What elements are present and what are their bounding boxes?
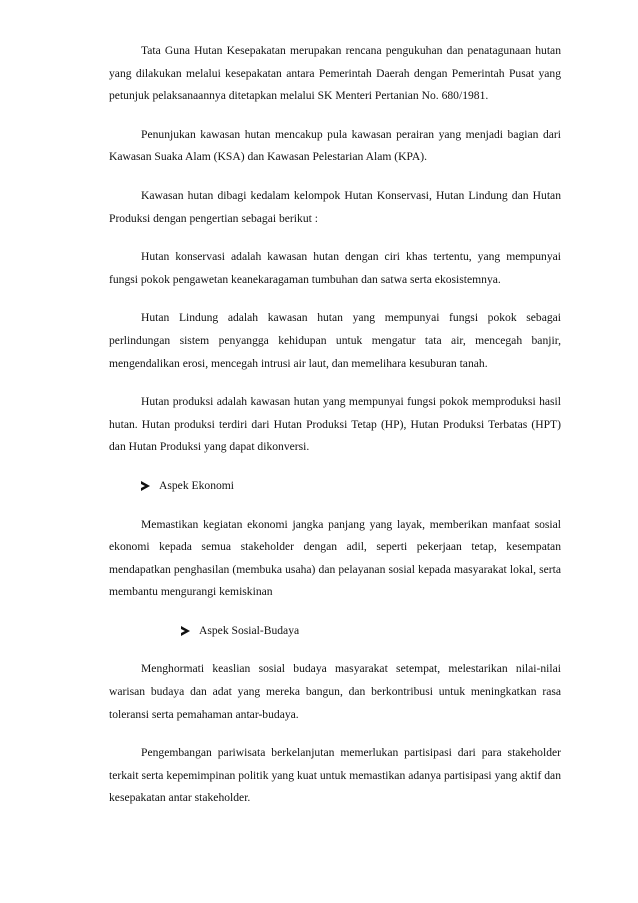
arrow-bullet-icon (141, 481, 150, 491)
document-page (109, 40, 561, 826)
paragraph-hutan-produksi: Hutan produksi adalah kawasan hutan yang mempunyai fungsi pokok memproduksi hasil hutan. Hutan produksi terdiri dari Hutan Produksi Tetap (HP), Hutan Produksi Terbatas (HPT) dan Hutan Produksi yang dapat dikonversi. (109, 395, 561, 454)
paragraph-penunjukan-kawasan: Penunjukan kawasan hutan mencakup pula kawasan perairan yang menjadi bagian dari Kawasan Suaka Alam (KSA) dan Kawasan Pelestarian Alam (KPA). (109, 127, 561, 164)
paragraph-pariwisata: Pengembangan pariwisata berkelanjutan memerlukan partisipasi dari para stakeholder terkait serta kepemimpinan politik yang kuat untuk memastikan adanya partisipasi yang aktif dan kesepakatan antar stakeholder. (109, 746, 561, 805)
paragraph-tata-guna-hutan: Tata Guna Hutan Kesepakatan merupakan rencana pengukuhan dan penatagunaan hutan yang dilakukan melalui kesepakatan antara Pemerintah Daerah dengan Pemerintah Pusat yang petunjuk pelaksanaannya ditetapkan melalui SK Menteri Pertanian No. 680/1981. (109, 44, 561, 103)
bullet-heading-sosial-budaya: Aspek Sosial-Budaya (199, 623, 300, 637)
paragraph-sosial-budaya: Menghormati keaslian sosial budaya masyarakat setempat, melestarikan nilai-nilai warisan budaya dan adat yang mereka bangun, dan berkontribusi untuk meningkatkan rasa toleransi serta pemahaman antar-budaya. (109, 662, 561, 721)
bullet-heading-ekonomi: Aspek Ekonomi (159, 478, 235, 492)
arrow-bullet-icon (181, 626, 190, 636)
bullet-aspek-sosial-budaya (109, 620, 561, 643)
paragraph-kawasan-hutan-dibagi: Kawasan hutan dibagi kedalam kelompok Hutan Konservasi, Hutan Lindung dan Hutan Produksi dengan pengertian sebagai berikut : (109, 188, 561, 225)
paragraph-hutan-lindung: Hutan Lindung adalah kawasan hutan yang mempunyai fungsi pokok sebagai perlindungan sistem penyangga kehidupan untuk mengatur tata air, mencegah banjir, mengendalikan erosi, mencegah intrusi air laut, dan memelihara kesuburan tanah. (109, 311, 561, 370)
bullet-aspek-ekonomi (109, 475, 561, 498)
paragraph-hutan-konservasi: Hutan konservasi adalah kawasan hutan dengan ciri khas tertentu, yang mempunyai fungsi pokok pengawetan keanekaragaman tumbuhan dan satwa serta ekosistemnya. (109, 250, 561, 286)
paragraph-ekonomi: Memastikan kegiatan ekonomi jangka panjang yang layak, memberikan manfaat sosial ekonomi kepada semua stakeholder dengan adil, seperti pekerjaan tetap, kesempatan mendapatkan penghasilan (membuka usaha) dan pelayanan sosial kepada masyarakat lokal, serta membantu mengurangi kemiskinan (109, 517, 561, 599)
